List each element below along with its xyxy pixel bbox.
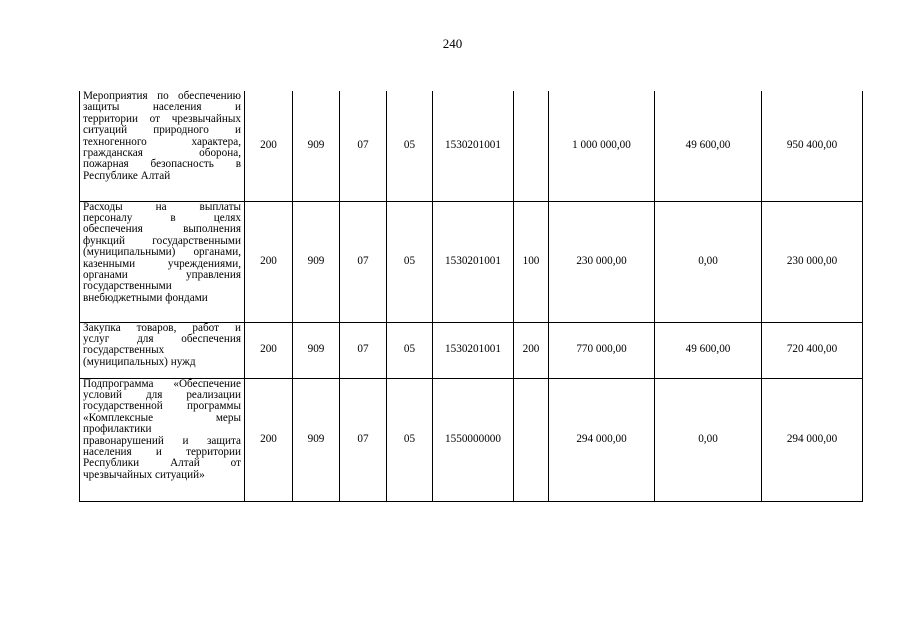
cell-col3: 07 [340,201,387,322]
cell-amount1: 770 000,00 [549,322,655,378]
description-line: Республики Алтай от [83,457,241,470]
description-line: государственными [83,280,172,293]
row-description [80,322,245,378]
cell-col2: 909 [293,322,340,378]
cell-amount2: 0,00 [655,378,762,501]
description-line: техногенного характера, [83,135,241,148]
row-description [80,91,245,201]
description-line: Расходы на выплаты [83,200,241,213]
cell-amount1: 1 000 000,00 [549,91,655,201]
table-body [80,91,863,501]
description-line: государственной программы [83,400,241,413]
cell-target: 1530201001 [433,322,514,378]
description-line: правонарушений и защита [83,434,241,447]
cell-col1: 200 [245,201,293,322]
cell-col2: 909 [293,201,340,322]
cell-amount3: 230 000,00 [762,201,863,322]
description-line: чрезвычайных ситуаций» [83,468,205,481]
table-row [80,91,863,201]
cell-col1: 200 [245,378,293,501]
cell-col3: 07 [340,91,387,201]
cell-col4: 05 [387,378,433,501]
cell-target: 1530201001 [433,91,514,201]
description-line: пожарная безопасность в [83,158,241,171]
cell-col4: 05 [387,201,433,322]
description-line: Закупка товаров, работ и [83,321,241,334]
description-line: Подпрограмма «Обеспечение [83,377,241,390]
cell-target: 1530201001 [433,201,514,322]
description-line: гражданская оборона, [83,147,241,160]
cell-col3: 07 [340,322,387,378]
cell-type: 200 [514,322,549,378]
cell-amount1: 294 000,00 [549,378,655,501]
description-line: обеспечения выполнения [83,223,241,236]
cell-amount1: 230 000,00 [549,201,655,322]
description-line: внебюджетными фондами [83,291,208,304]
cell-col1: 200 [245,91,293,201]
description-line: казенными учреждениями, [83,257,241,270]
description-line: услуг для обеспечения [83,332,241,345]
description-line: (муниципальных) нужд [83,355,196,368]
cell-amount3: 950 400,00 [762,91,863,201]
description-line: защиты населения и [83,101,241,114]
cell-amount3: 294 000,00 [762,378,863,501]
description-line: персоналу в целях [83,211,241,224]
cell-type [514,378,549,501]
cell-col1: 200 [245,322,293,378]
cell-col2: 909 [293,378,340,501]
cell-amount3: 720 400,00 [762,322,863,378]
cell-amount2: 0,00 [655,201,762,322]
row-description [80,201,245,322]
cell-target: 1550000000 [433,378,514,501]
description-line: (муниципальными) органами, [83,246,241,259]
description-line: ситуаций природного и [83,124,241,137]
cell-col2: 909 [293,91,340,201]
description-line: функций государственными [83,234,241,247]
description-line: территории от чрезвычайных [83,112,241,125]
table-row [80,322,863,378]
description-line: органами управления [83,268,241,281]
cell-amount2: 49 600,00 [655,91,762,201]
page-number: 240 [442,36,463,51]
table-row [80,201,863,322]
budget-table [79,91,863,502]
description-line: профилактики [83,423,152,436]
table-row [80,378,863,501]
description-line: «Комплексные меры [83,411,241,424]
description-line: Республике Алтай [83,169,171,182]
cell-type [514,91,549,201]
description-line: условий для реализации [83,388,241,401]
description-line: Мероприятия по обеспечению [83,90,241,102]
cell-col4: 05 [387,322,433,378]
cell-col4: 05 [387,91,433,201]
description-line: населения и территории [83,445,241,458]
cell-col3: 07 [340,378,387,501]
row-description [80,378,245,501]
cell-type: 100 [514,201,549,322]
description-line: государственных [83,344,165,357]
cell-amount2: 49 600,00 [655,322,762,378]
